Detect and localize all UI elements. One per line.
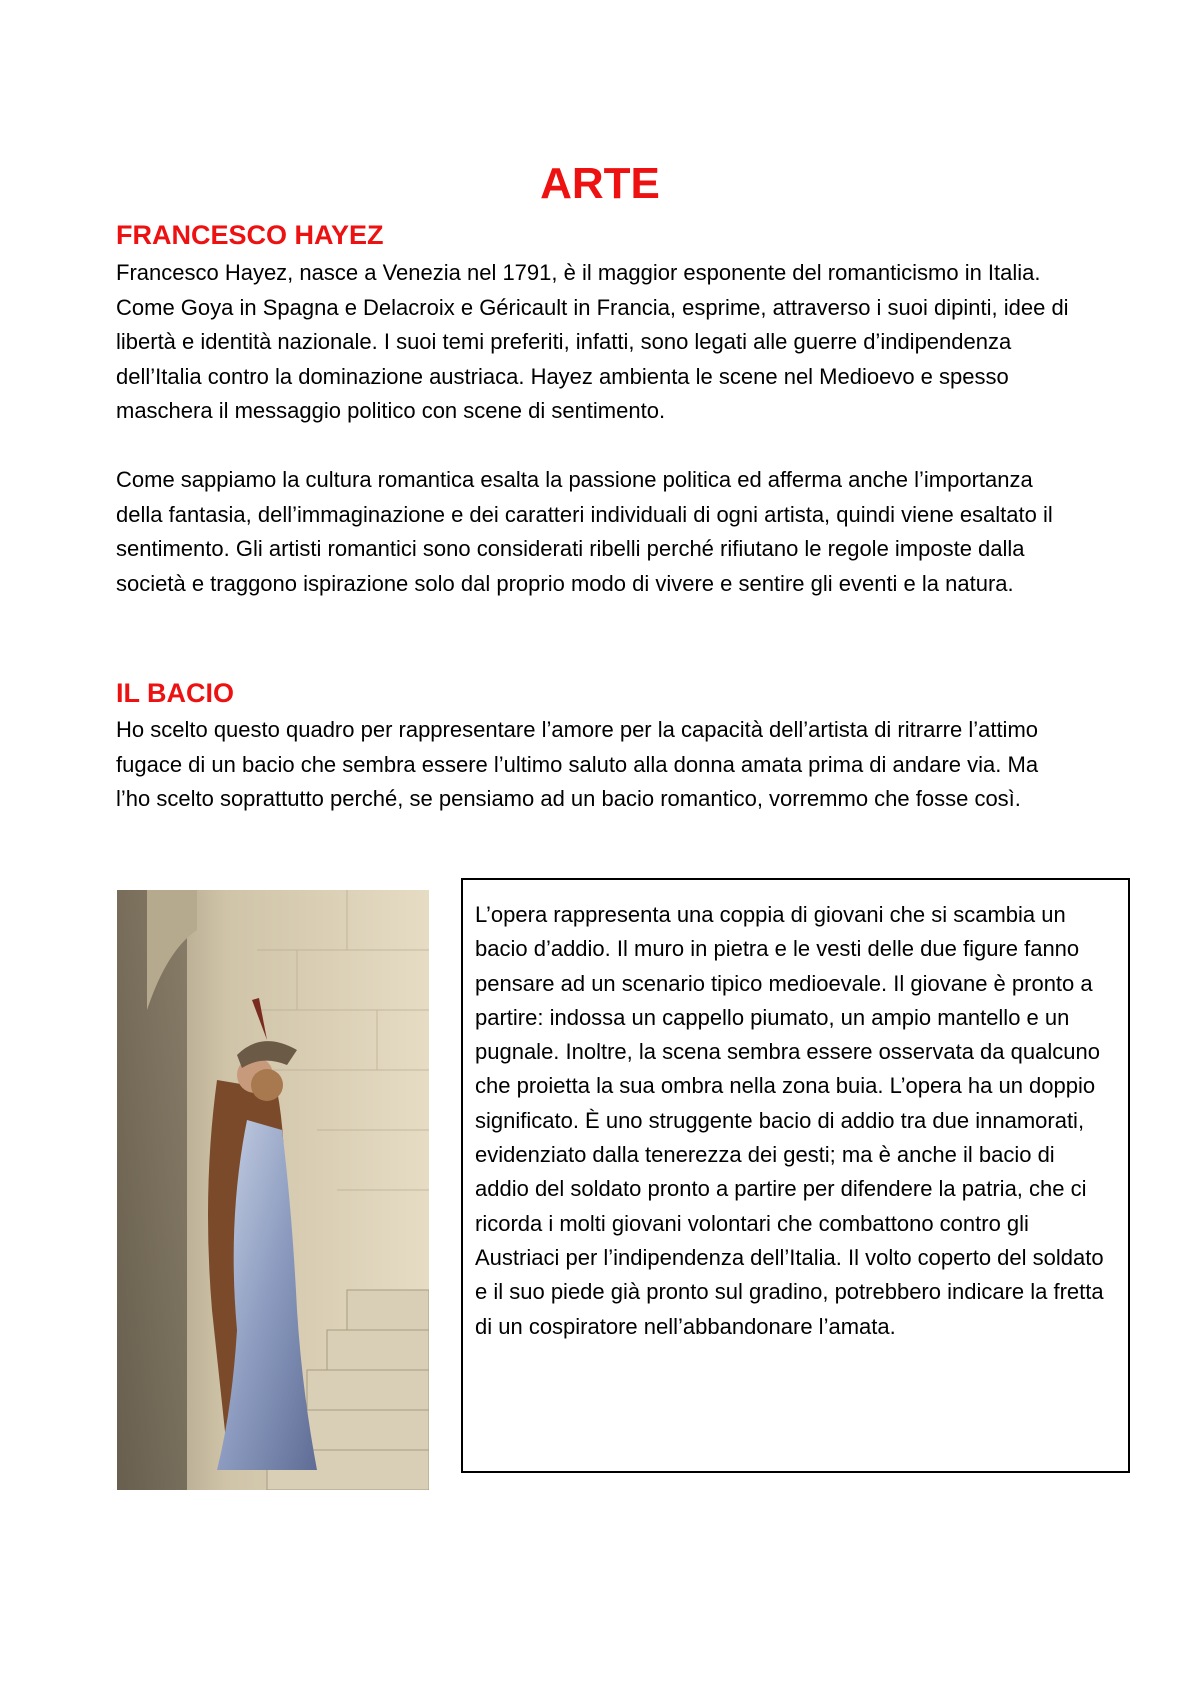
hayez-paragraph-2: Come sappiamo la cultura romantica esalta la passione politica ed afferma anche l’importanza della fantasia, dell’immaginazione e dei caratteri individuali di ogni artista, quindi viene esaltato il sentimento. Gli artisti romantici sono considerati ribelli perché rifiutano le regole imposte dalla società e traggono ispirazione solo dal proprio modo di vivere e sentire gli eventi e la natura. bbox=[116, 467, 1053, 596]
section-heading-hayez: FRANCESCO HAYEZ bbox=[116, 220, 384, 250]
painting-il-bacio bbox=[117, 890, 429, 1490]
description-text: L’opera rappresenta una coppia di giovani che si scambia un bacio d’addio. Il muro in pietra e le vesti delle due figure fanno pensare ad un scenario tipico medioevale. Il giovane è pronto a partire: indossa un cappello piumato, un ampio mantello e un pugnale. Inoltre, la scena sembra essere osservata da qualcuno che proietta la sua ombra nella zona buia. L’opera ha un doppio significato. È uno struggente bacio di addio tra due innamorati, evidenziato dalla tenerezza dei gesti; ma è anche il bacio di addio del soldato pronto a partire per difendere la patria, che ci ricorda i molti giovani volontari che combattono contro gli Austriaci per l’indipendenza dell’Italia. Il volto coperto del soldato e il suo piede già pronto sul gradino, potrebbero indicare la fretta di un cospiratore nell’abbandonare l’amata. bbox=[475, 902, 1104, 1339]
page-title: ARTE bbox=[540, 159, 660, 208]
section-heading-bacio: IL BACIO bbox=[116, 678, 235, 708]
description-box bbox=[461, 878, 1130, 1473]
hayez-paragraph-1: Francesco Hayez, nasce a Venezia nel 1791, è il maggior esponente del romanticismo in Italia. Come Goya in Spagna e Delacroix e Géricault in Francia, esprime, attraverso i suoi dipinti, idee di libertà e identità nazionale. I suoi temi preferiti, infatti, sono legati alle guerre d’indipendenza dell’Italia contro la dominazione austriaca. Hayez ambienta le scene nel Medioevo e spesso maschera il messaggio politico con scene di sentimento. bbox=[116, 260, 1069, 423]
bacio-paragraph: Ho scelto questo quadro per rappresentare l’amore per la capacità dell’artista di ritrarre l’attimo fugace di un bacio che sembra essere l’ultimo saluto alla donna amata prima di andare via. Ma l’ho scelto soprattutto perché, se pensiamo ad un bacio romantico, vorremmo che fosse così. bbox=[116, 717, 1039, 811]
